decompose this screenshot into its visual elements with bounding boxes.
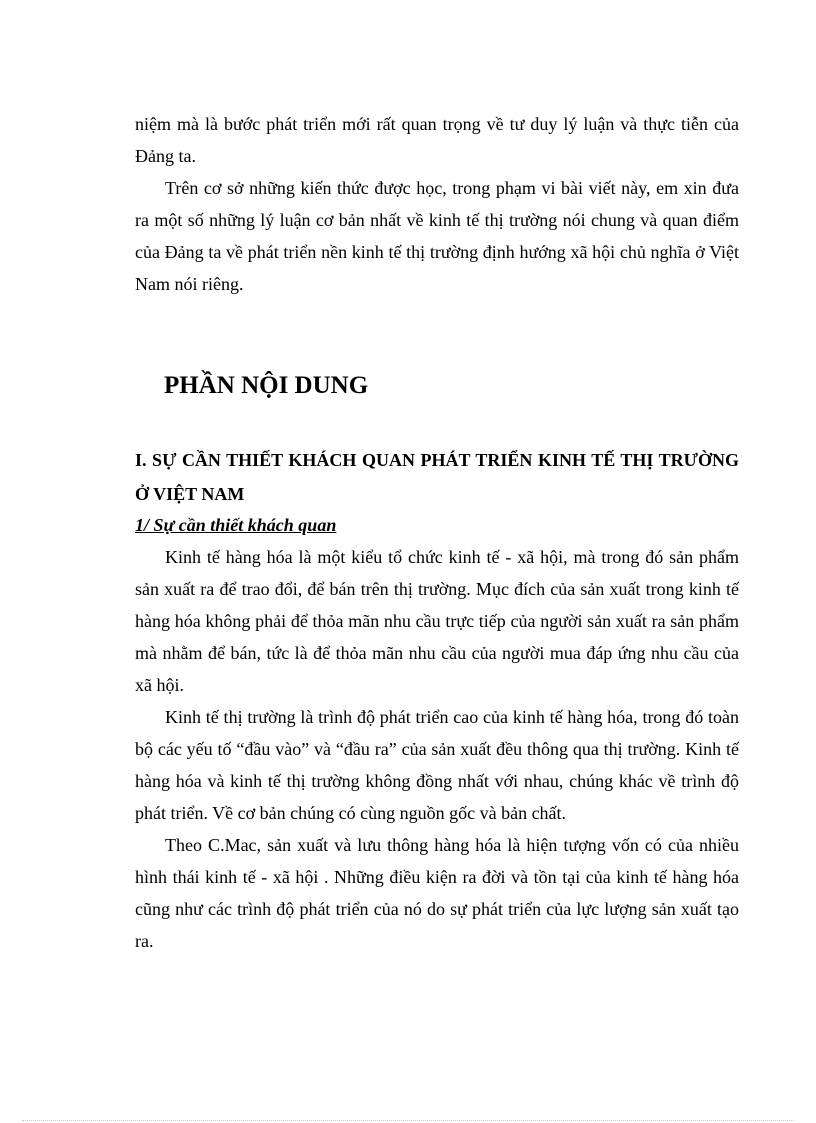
- chapter-heading: I. SỰ CẦN THIẾT KHÁCH QUAN PHÁT TRIỂN KINH TẾ THỊ TRƯỜNG Ở VIỆT NAM: [135, 450, 739, 504]
- page-bottom-divider: [22, 1120, 794, 1121]
- intro-block: [135, 108, 739, 300]
- body-paragraph-1: Kinh tế hàng hóa là một kiểu tổ chức kinh tế - xã hội, mà trong đó sản phẩm sản xuất ra để trao đổi, để bán trên thị trường. Mục đích của sản xuất trong kinh tế hàng hóa không phải để thỏa mãn nhu cầu trực tiếp của người sản xuất ra sản phẩm mà nhằm để bán, tức là để thỏa mãn nhu cầu của người mua đáp ứng nhu cầu của xã hội.: [135, 547, 739, 695]
- subsection-heading: 1/ Sự cần thiết khách quan: [135, 515, 337, 535]
- body-paragraph-2: Kinh tế thị trường là trình độ phát triển cao của kinh tế hàng hóa, trong đó toàn bộ các yếu tố “đầu vào” và “đầu ra” của sản xuất đều thông qua thị trường. Kinh tế hàng hóa và kinh tế thị trường không đồng nhất với nhau, chúng khác về trình độ phát triển. Về cơ bản chúng có cùng nguồn gốc và bản chất.: [135, 707, 739, 823]
- intro-paragraph-continued: niệm mà là bước phát triển mới rất quan trọng về tư duy lý luận và thực tiễn của Đảng ta.: [135, 114, 739, 166]
- intro-paragraph: Trên cơ sở những kiến thức được học, trong phạm vi bài viết này, em xin đưa ra một số những lý luận cơ bản nhất về kinh tế thị trường nói chung và quan điểm của Đảng ta về phát triển nền kinh tế thị trường định hướng xã hội chủ nghĩa ở Việt Nam nói riêng.: [135, 178, 739, 294]
- body-paragraph-3: Theo C.Mac, sản xuất và lưu thông hàng hóa là hiện tượng vốn có của nhiều hình thái kinh tế - xã hội . Những điều kiện ra đời và tồn tại của kinh tế hàng hóa cũng như các trình độ phát triển của nó do sự phát triển của lực lượng sản xuất tạo ra.: [135, 835, 739, 951]
- section-title: PHẦN NỘI DUNG: [164, 372, 369, 399]
- heading-block: [135, 443, 739, 541]
- body-block: [135, 541, 739, 957]
